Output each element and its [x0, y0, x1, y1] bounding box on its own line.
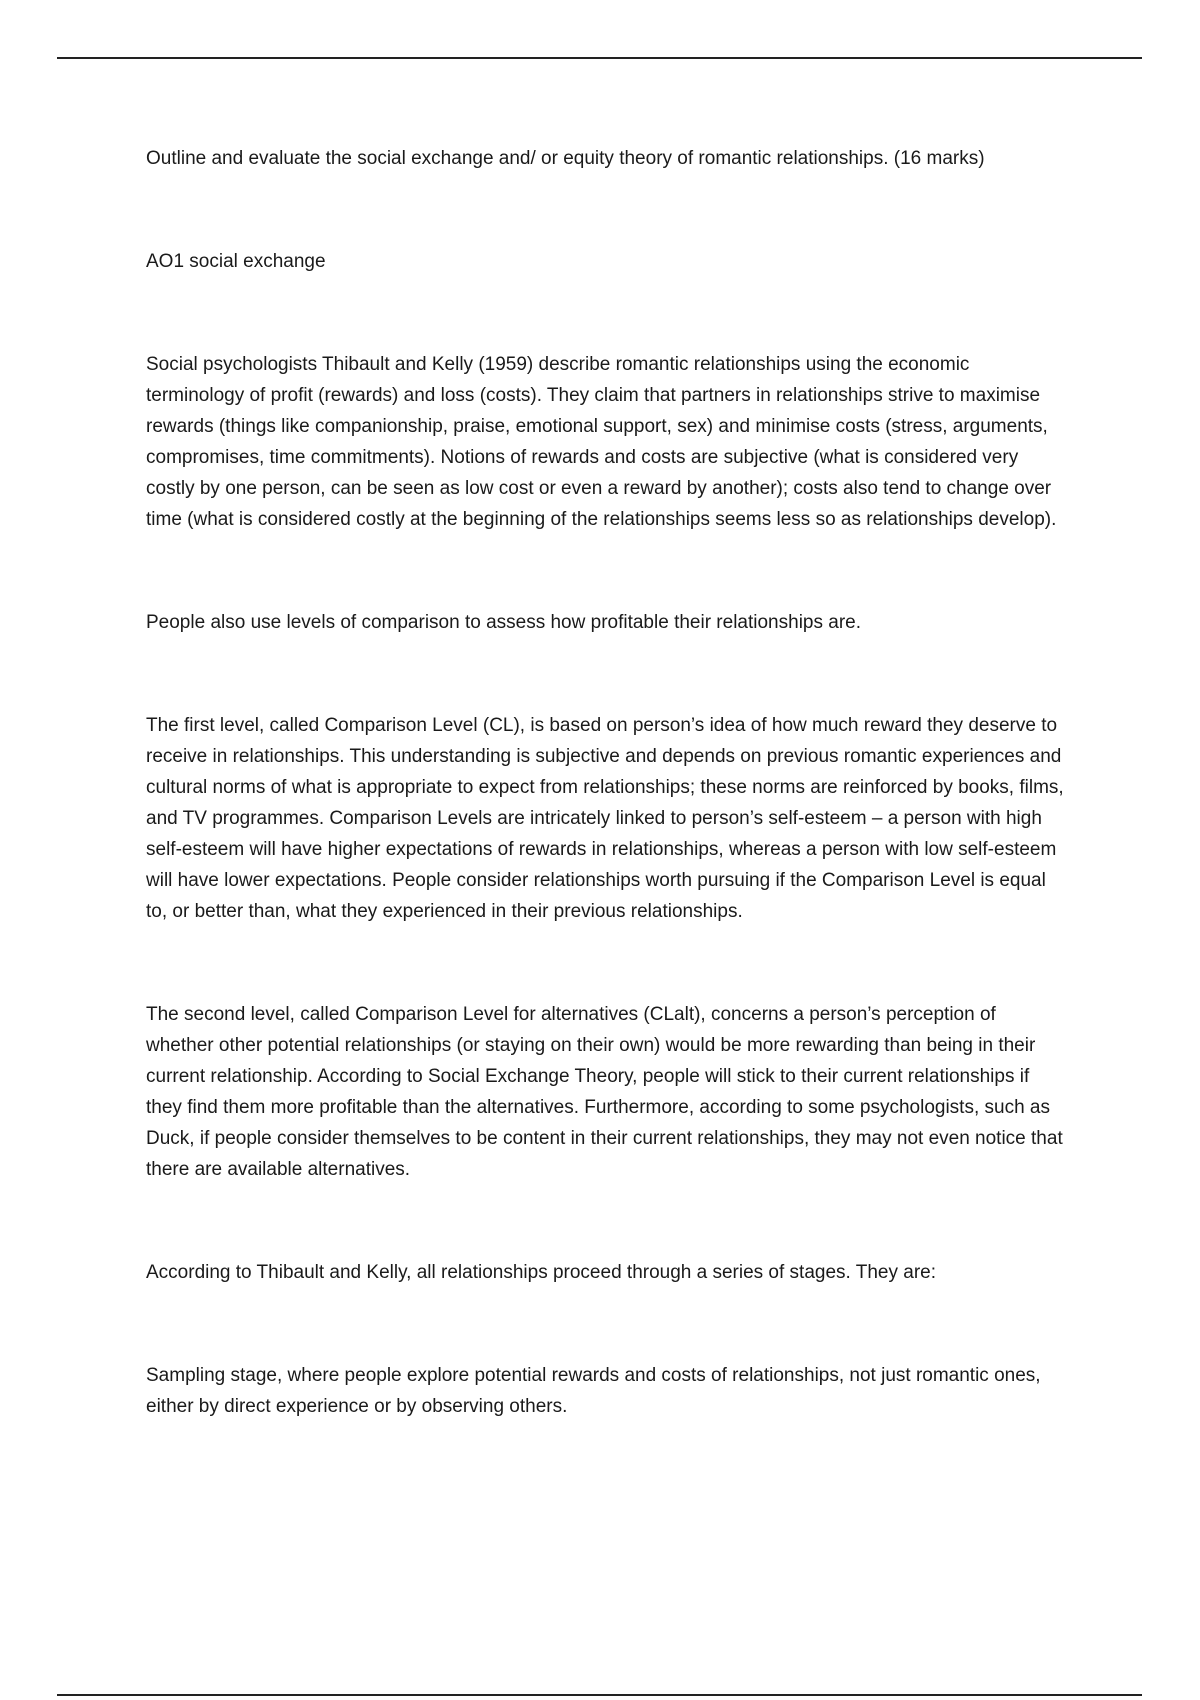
paragraph-rewards-costs: Social psychologists Thibault and Kelly (1959) describe romantic relationships using the economic terminology of profit (rewards) and loss (costs). They claim that partners in relationships strive to maximise rewards (things like companionship, praise, emotional support, sex) and minimise costs (stress, arguments, compromises, time commitments). Notions of rewards and costs are subjective (what is considered very costly by one person, can be seen as low cost or even a reward by another); costs also tend to change over time (what is considered costly at the beginning of the relationships seems less so as relationships develop). — [146, 354, 1057, 530]
paragraph-stages-intro: According to Thibault and Kelly, all relationships proceed through a series of stages. They are: — [146, 1262, 937, 1283]
paragraph-comparison-level-alternatives: The second level, called Comparison Level for alternatives (CLalt), concerns a person’s perception of whether other potential relationships (or staying on their own) would be more rewarding than being in their current relationship. According to Social Exchange Theory, people will stick to their current relationships if they find them more profitable than the alternatives. Furthermore, according to some psychologists, such as Duck, if people consider themselves to be content in their current relationships, they may not even notice that there are available alternatives. — [146, 1004, 1063, 1180]
paragraph-comparison-level: The first level, called Comparison Level (CL), is based on person’s idea of how much reward they deserve to receive in relationships. This understanding is subjective and depends on previous romantic experiences and cultural norms of what is appropriate to expect from relationships; these norms are reinforced by books, films, and TV programmes. Comparison Levels are intricately linked to person’s self-esteem – a person with high self-esteem will have higher expectations of rewards in relationships, whereas a person with low self-esteem will have lower expectations. People consider relationships worth pursuing if the Comparison Level is equal to, or better than, what they experienced in their previous relationships. — [146, 715, 1064, 922]
footer-rule — [57, 1694, 1142, 1696]
paragraph-levels-of-comparison: People also use levels of comparison to assess how profitable their relationships are. — [146, 612, 861, 633]
header-rule — [57, 57, 1142, 59]
question-title: Outline and evaluate the social exchange and/ or equity theory of romantic relationships. (16 marks) — [146, 148, 985, 169]
paragraph-sampling-stage: Sampling stage, where people explore potential rewards and costs of relationships, not just romantic ones, either by direct experience or by observing others. — [146, 1365, 1041, 1417]
section-heading: AO1 social exchange — [146, 251, 326, 272]
document-body — [146, 143, 1066, 1494]
